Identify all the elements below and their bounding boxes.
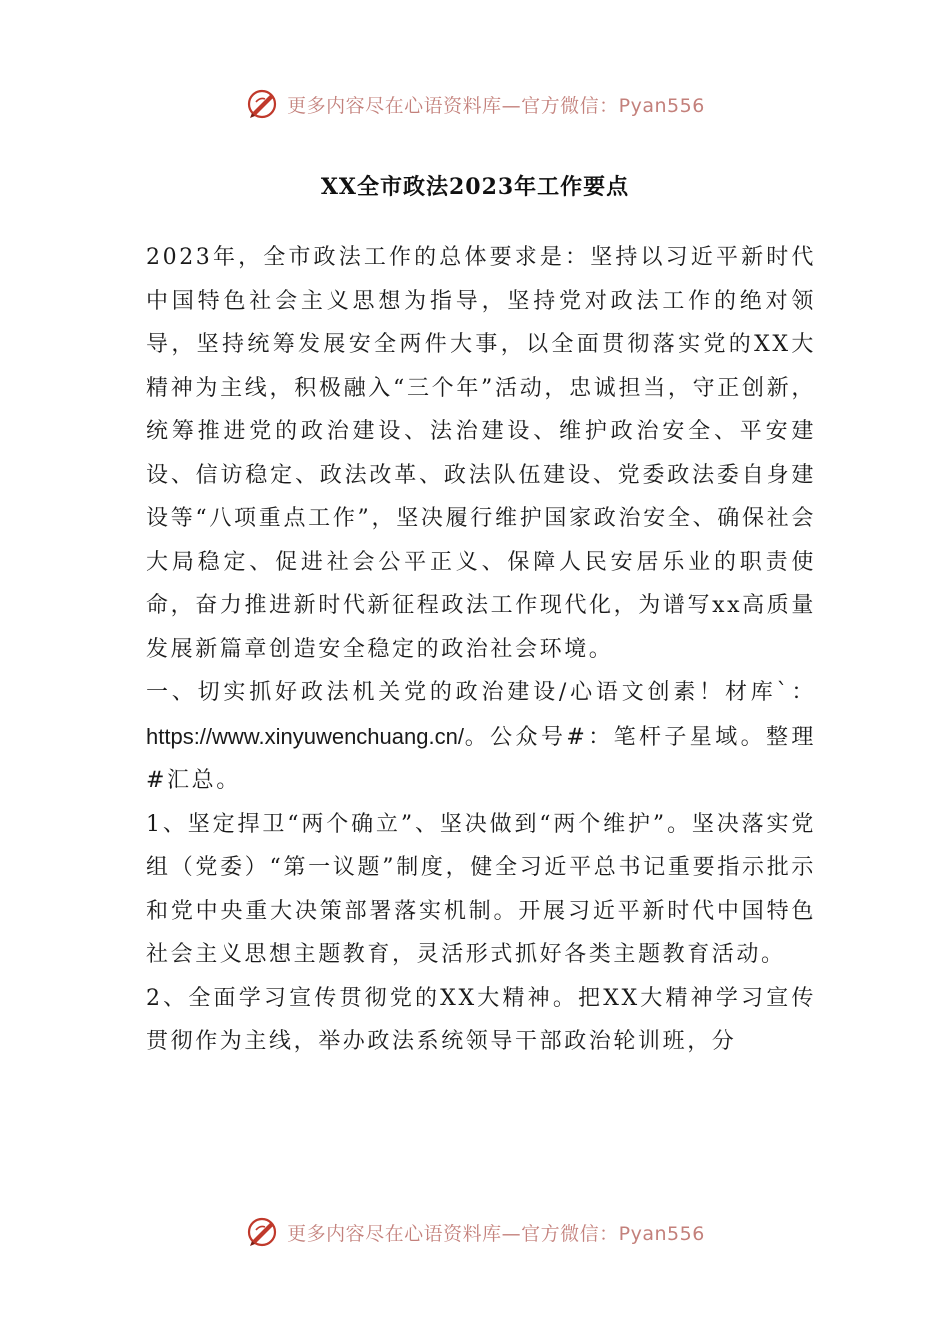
footer-watermark <box>0 1212 950 1252</box>
pen-logo-icon <box>245 1215 279 1249</box>
section-heading-1 <box>146 671 816 803</box>
pen-logo-icon <box>245 87 279 121</box>
header-watermark <box>0 84 950 124</box>
document-body <box>146 236 816 1064</box>
watermark-text: 更多内容尽在心语资料库—官方微信：Pyan556 <box>287 94 705 117</box>
intro-paragraph: 2023年，全市政法工作的总体要求是：坚持以习近平新时代中国特色社会主义思想为指导，坚持党对政法工作的绝对领导，坚持统筹发展安全两件大事，以全面贯彻落实党的XX大精神为主线，积极融入“三个年”活动，忠诚担当，守正创新，统筹推进党的政治建设、法治建设、维护政治安全、平安建设、信访稳定、政法改革、政法队伍建设、党委政法委自身建设等“八项重点工作”，坚决履行维护国家政治安全、确保社会大局稳定、促进社会公平正义、保障人民安居乐业的职责使命，奋力推进新时代新征程政法工作现代化，为谱写xx高质量发展新篇章创造安全稳定的政治社会环境。 <box>146 245 816 662</box>
watermark-text: 更多内容尽在心语资料库—官方微信：Pyan556 <box>287 1222 705 1245</box>
item-paragraph-1: 1、坚定捍卫“两个确立”、坚决做到“两个维护”。坚决落实党组（党委）“第一议题”制度，健全习近平总书记重要指示批示和党中央重大决策部署落实机制。开展习近平新时代中国特色社会主义思想主题教育，灵活形式抓好各类主题教育活动。 <box>146 811 816 967</box>
item-paragraph-2: 2、全面学习宣传贯彻党的XX大精神。把XX大精神学习宣传贯彻作为主线，举办政法系统领导干部政治轮训班，分 <box>146 985 816 1054</box>
document-title: XX全市政法2023年工作要点 <box>320 174 630 200</box>
section-heading-suffix: 。公众号#：笔杆子星域。整理#汇总。 <box>146 724 816 793</box>
website-link[interactable]: https://www.xinyuwenchuang.cn/ <box>146 723 464 749</box>
section-heading-prefix: 一、切实抓好政法机关党的政治建设/心语文创素！材库`： <box>146 680 816 705</box>
